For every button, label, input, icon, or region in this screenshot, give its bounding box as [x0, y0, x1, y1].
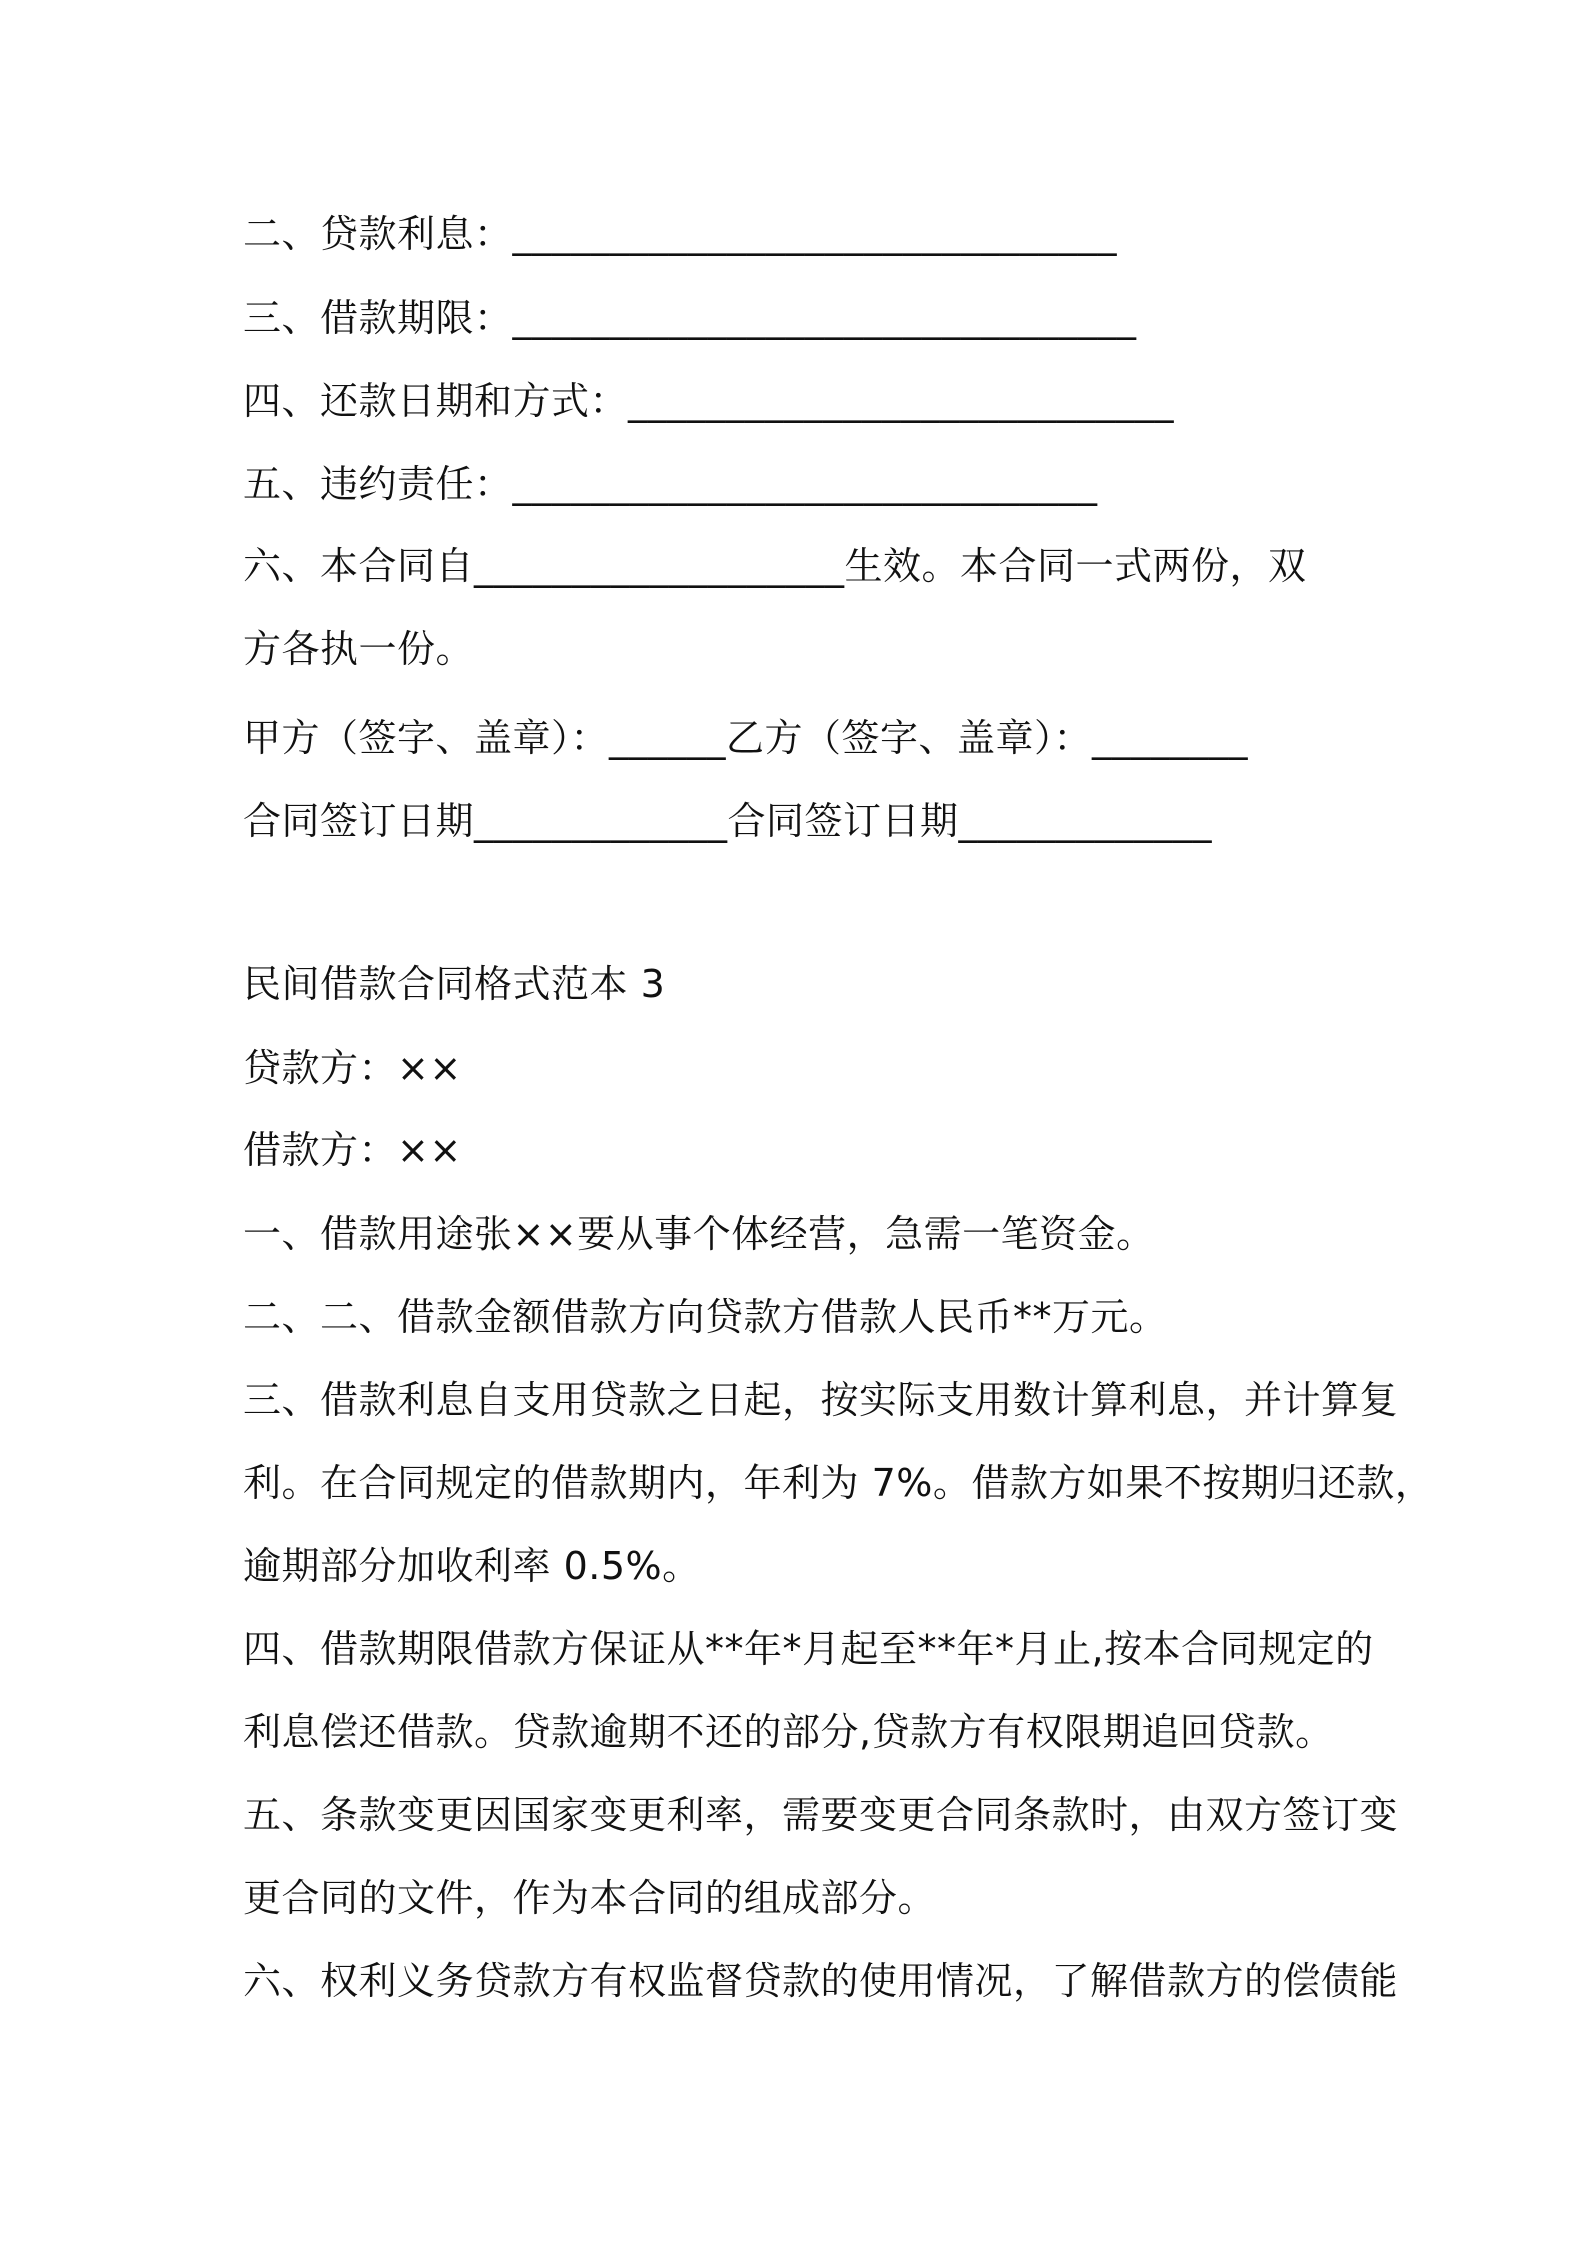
- clause-term-line-2: 利息偿还借款。贷款逾期不还的部分,贷款方有权限期追回贷款。: [243, 1710, 1334, 1754]
- clause-effective-date-line-1: 六、本合同自___________________生效。本合同一式两份，双: [243, 544, 1307, 588]
- clause-change-line-2: 更合同的文件，作为本合同的组成部分。: [243, 1876, 937, 1920]
- clause-amount: 二、二、借款金额借款方向贷款方借款人民币**万元。: [243, 1295, 1168, 1339]
- clause-purpose: 一、借款用途张××要从事个体经营，急需一笔资金。: [243, 1212, 1155, 1256]
- clause-change-line-1: 五、条款变更因国家变更利率，需要变更合同条款时，由双方签订变: [243, 1793, 1399, 1837]
- clause-interest-line-3: 逾期部分加收利率 0.5%。: [243, 1544, 701, 1588]
- section-title: 民间借款合同格式范本 3: [243, 962, 666, 1006]
- clause-effective-date-line-2: 方各执一份。: [243, 627, 475, 671]
- clause-loan-interest-blank: 二、贷款利息：_______________________________: [243, 212, 1118, 256]
- clause-interest-line-2: 利。在合同规定的借款期内，年利为 7%。借款方如果不按期归还款，: [243, 1461, 1434, 1505]
- clause-loan-term-blank: 三、借款期限：________________________________: [243, 296, 1137, 340]
- signing-date-line: 合同签订日期_____________合同签订日期_____________: [243, 799, 1213, 843]
- clause-interest-line-1: 三、借款利息自支用贷款之日起，按实际支用数计算利息，并计算复: [243, 1378, 1399, 1422]
- clause-liability-blank: 五、违约责任：______________________________: [243, 462, 1098, 506]
- clause-repayment-date-method-blank: 四、还款日期和方式：____________________________: [243, 379, 1175, 423]
- clause-term-line-1: 四、借款期限借款方保证从**年*月起至**年*月止,按本合同规定的: [243, 1627, 1374, 1671]
- lender-line: 贷款方：××: [243, 1046, 462, 1090]
- signature-line: 甲方（签字、盖章）：______乙方（签字、盖章）：________: [243, 716, 1249, 760]
- clause-rights-line-1: 六、权利义务贷款方有权监督贷款的使用情况，了解借款方的偿债能: [243, 1959, 1399, 2003]
- borrower-line: 借款方：××: [243, 1128, 462, 1172]
